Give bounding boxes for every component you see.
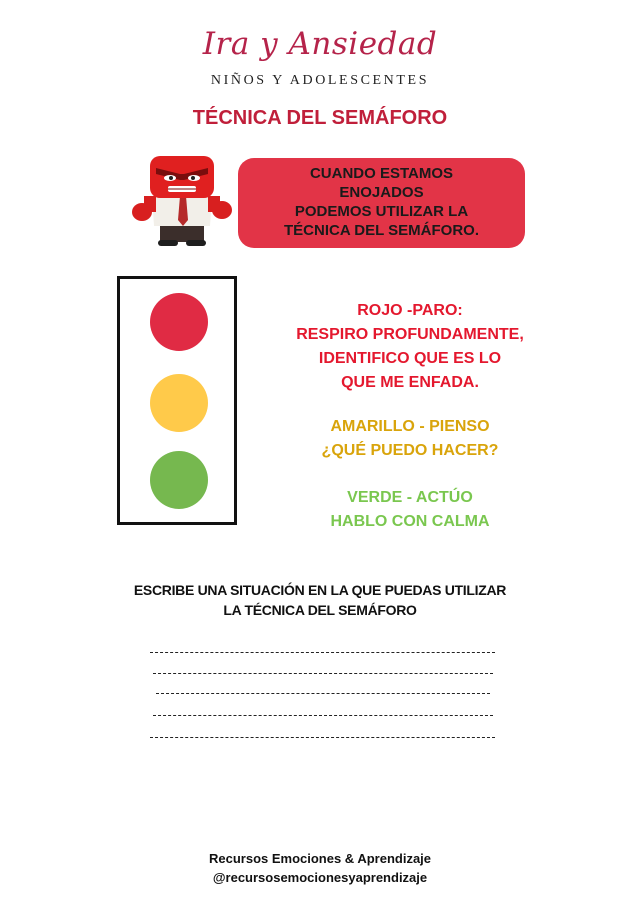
- footer-handle: @recursosemocionesyaprendizaje: [212, 870, 428, 885]
- writing-line[interactable]: [153, 715, 493, 716]
- writing-line[interactable]: [153, 673, 493, 674]
- section-heading: TÉCNICA DEL SEMÁFORO: [192, 107, 448, 129]
- green-light-circle: [150, 451, 208, 509]
- step-red-line: QUE ME ENFADA.: [341, 374, 479, 391]
- step-red: [270, 299, 550, 395]
- footer-name: Recursos Emociones & Aprendizaje: [208, 851, 432, 866]
- writing-line[interactable]: [156, 693, 490, 694]
- page-title: Ira y Ansiedad: [202, 26, 438, 62]
- footer: [0, 849, 640, 887]
- step-red-line: IDENTIFICO QUE ES LO: [318, 350, 502, 367]
- writing-prompt: [0, 580, 640, 620]
- page-subtitle: NIÑOS Y ADOLESCENTES: [210, 73, 430, 88]
- writing-line[interactable]: [150, 652, 495, 653]
- step-green-title: VERDE - ACTÚO: [347, 489, 473, 506]
- prompt-line: LA TÉCNICA DEL SEMÁFORO: [223, 602, 417, 618]
- step-red-title: ROJO -PARO:: [357, 302, 463, 319]
- prompt-line: ESCRIBE UNA SITUACIÓN EN LA QUE PUEDAS UTILIZAR: [133, 582, 507, 598]
- speech-bubble-text: [238, 164, 525, 240]
- bubble-line: TÉCNICA DEL SEMÁFORO.: [283, 222, 479, 239]
- red-light-circle: [150, 293, 208, 351]
- writing-line[interactable]: [150, 737, 495, 738]
- bubble-line: PODEMOS UTILIZAR LA: [294, 203, 469, 220]
- step-yellow-line: ¿QUÉ PUEDO HACER?: [321, 442, 499, 459]
- angry-character-illustration: [130, 152, 234, 248]
- step-red-line: RESPIRO PROFUNDAMENTE,: [296, 326, 524, 343]
- step-yellow-title: AMARILLO - PIENSO: [330, 418, 490, 435]
- step-green-line: HABLO CON CALMA: [330, 513, 490, 530]
- step-yellow: [270, 415, 550, 463]
- bubble-line: CUANDO ESTAMOS: [309, 165, 454, 182]
- step-green: [270, 486, 550, 534]
- yellow-light-circle: [150, 374, 208, 432]
- bubble-line: ENOJADOS: [339, 184, 424, 201]
